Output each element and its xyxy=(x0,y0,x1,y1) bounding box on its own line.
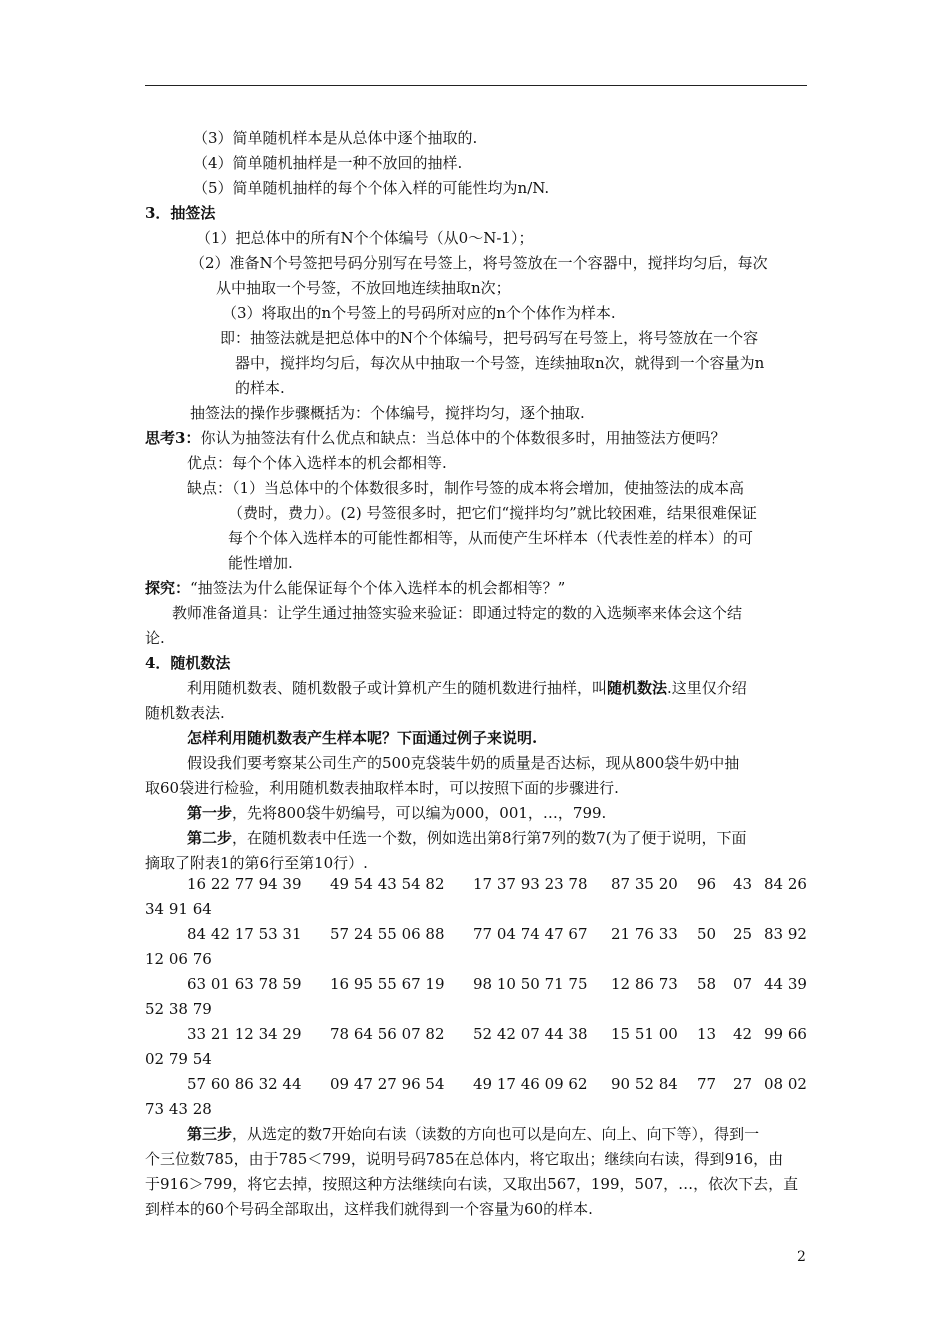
explore-label: 探究： xyxy=(145,579,191,597)
table-cell: 52 38 79 xyxy=(145,1000,212,1018)
table-cell: 57 60 86 32 44 xyxy=(187,1075,302,1093)
table-cell: 33 21 12 34 29 xyxy=(187,1025,302,1043)
lottery-step-2a: （2）准备N个号签把号码分别写在号签上，将号签放在一个容器中，搅拌均匀后，每次 xyxy=(190,254,768,272)
table-cell: 73 43 28 xyxy=(145,1100,212,1118)
table-cell: 78 64 56 07 82 xyxy=(330,1025,445,1043)
table-cell: 42 xyxy=(733,1025,753,1043)
table-cell: 16 95 55 67 19 xyxy=(330,975,445,993)
think-3-label: 思考3： xyxy=(145,429,201,447)
item-4: （4）简单随机抽样是一种不放回的抽样. xyxy=(193,154,463,172)
table-cell: 57 24 55 06 88 xyxy=(330,925,445,943)
section-4-heading: 4．随机数法 xyxy=(145,654,231,672)
table-cell: 21 76 33 xyxy=(611,925,678,943)
table-cell: 99 66 xyxy=(764,1025,807,1043)
table-cell: 43 xyxy=(733,875,753,893)
step-2-text: ，在随机数表中任选一个数，例如选出第8行第7列的数7(为了便于说明，下面 xyxy=(232,829,747,847)
teacher-line-a: 教师准备道具：让学生通过抽签实验来验证：即通过特定的数的入选频率来体会这个结 xyxy=(172,604,743,622)
cons-line-a: 缺点：（1）当总体中的个体数很多时，制作号签的成本将会增加，使抽签法的成本高 xyxy=(187,479,745,497)
lottery-summary-a: 即：抽签法就是把总体中的N个个体编号，把号码写在号签上，将号签放在一个容 xyxy=(220,329,759,347)
step-1-label: 第一步 xyxy=(187,804,233,822)
how-question: 怎样利用随机数表产生样本呢？下面通过例子来说明. xyxy=(187,729,538,747)
table-cell: 07 xyxy=(733,975,753,993)
think-3 xyxy=(145,428,725,448)
explore-question: “抽签法为什么能保证每个个体入选样本的机会都相等？” xyxy=(190,579,566,597)
lottery-summary-c: 的样本. xyxy=(235,379,285,397)
table-cell: 17 37 93 23 78 xyxy=(473,875,588,893)
section-3-heading: 3．抽签法 xyxy=(145,204,216,222)
example-line-a: 假设我们要考察某公司生产的500克袋装牛奶的质量是否达标，现从800袋牛奶中抽 xyxy=(187,754,740,772)
cons-line-b: （费时，费力）。(2) 号签很多时，把它们“搅拌均匀”就比较困难，结果很难保证 xyxy=(228,504,757,522)
table-cell: 08 02 xyxy=(764,1075,807,1093)
table-cell: 34 91 64 xyxy=(145,900,212,918)
lottery-step-3: （3）将取出的n个号签上的号码所对应的n个个体作为样本. xyxy=(222,304,616,322)
table-cell: 50 xyxy=(697,925,717,943)
table-cell: 83 92 xyxy=(764,925,807,943)
intro-text-end: .这里仅介绍 xyxy=(667,679,747,697)
table-cell: 77 xyxy=(697,1075,717,1093)
random-number-intro xyxy=(187,678,747,698)
table-cell: 13 xyxy=(697,1025,717,1043)
step-3-d: 到样本的60个号码全部取出，这样我们就得到一个容量为60的样本. xyxy=(145,1200,593,1218)
explore xyxy=(145,578,565,598)
table-cell: 16 22 77 94 39 xyxy=(187,875,302,893)
table-cell: 84 26 xyxy=(764,875,807,893)
step-3-label: 第三步 xyxy=(187,1125,233,1143)
table-cell: 15 51 00 xyxy=(611,1025,678,1043)
table-cell: 09 47 27 96 54 xyxy=(330,1075,445,1093)
page-number: 2 xyxy=(797,1249,806,1265)
table-cell: 58 xyxy=(697,975,717,993)
table-cell: 84 42 17 53 31 xyxy=(187,925,302,943)
table-cell: 12 86 73 xyxy=(611,975,678,993)
lottery-steps-summary: 抽签法的操作步骤概括为：个体编号，搅拌均匀，逐个抽取. xyxy=(190,404,585,422)
teacher-line-b: 论. xyxy=(145,629,165,647)
step-3-c: 于916＞799，将它去掉，按照这种方法继续向右读，又取出567，199，507，…，依次下去，直 xyxy=(145,1175,799,1193)
step-3 xyxy=(187,1124,759,1144)
table-cell: 77 04 74 47 67 xyxy=(473,925,588,943)
table-cell: 96 xyxy=(697,875,717,893)
step-3-text: ，从选定的数7开始向右读（读数的方向也可以是向左、向上、向下等），得到一 xyxy=(232,1125,760,1143)
item-3: （3）简单随机样本是从总体中逐个抽取的. xyxy=(193,129,478,147)
example-line-b: 取60袋进行检验，利用随机数表抽取样本时，可以按照下面的步骤进行. xyxy=(145,779,619,797)
table-cell: 49 17 46 09 62 xyxy=(473,1075,588,1093)
intro-text: 利用随机数表、随机数骰子或计算机产生的随机数进行抽样，叫 xyxy=(187,679,608,697)
table-cell: 87 35 20 xyxy=(611,875,678,893)
pros-line: 优点：每个个体入选样本的机会都相等. xyxy=(187,454,447,472)
table-cell: 44 39 xyxy=(764,975,807,993)
lottery-step-2b: 从中抽取一个号签，不放回地连续抽取n次； xyxy=(216,279,511,297)
table-cell: 12 06 76 xyxy=(145,950,212,968)
step-3-b: 个三位数785，由于785＜799，说明号码785在总体内，将它取出；继续向右读，得到916，由 xyxy=(145,1150,784,1168)
item-5: （5）简单随机抽样的每个个体入样的可能性均为n/N. xyxy=(193,179,550,197)
table-cell: 27 xyxy=(733,1075,753,1093)
cons-line-d: 能性增加. xyxy=(228,554,293,572)
cons-line-c: 每个个体入选样本的可能性都相等，从而使产生坏样本（代表性差的样本）的可 xyxy=(228,529,754,547)
step-2 xyxy=(187,828,747,848)
table-cell: 49 54 43 54 82 xyxy=(330,875,445,893)
random-number-intro-b: 随机数表法. xyxy=(145,704,225,722)
table-cell: 98 10 50 71 75 xyxy=(473,975,588,993)
step-1-text: ，先将800袋牛奶编号，可以编为000，001，…，799. xyxy=(232,804,607,822)
lottery-summary-b: 器中，搅拌均匀后，每次从中抽取一个号签，连续抽取n次，就得到一个容量为n xyxy=(235,354,765,372)
step-2-b: 摘取了附表1的第6行至第10行）. xyxy=(145,854,368,872)
step-2-label: 第二步 xyxy=(187,829,233,847)
table-cell: 63 01 63 78 59 xyxy=(187,975,302,993)
table-cell: 02 79 54 xyxy=(145,1050,212,1068)
table-cell: 52 42 07 44 38 xyxy=(473,1025,588,1043)
step-1 xyxy=(187,803,606,823)
think-3-question: 你认为抽签法有什么优点和缺点：当总体中的个体数很多时，用抽签法方便吗？ xyxy=(200,429,726,447)
table-cell: 90 52 84 xyxy=(611,1075,678,1093)
intro-term: 随机数法 xyxy=(607,679,668,697)
lottery-step-1: （1）把总体中的所有N个个体编号（从0～N-1）； xyxy=(196,229,534,247)
table-cell: 25 xyxy=(733,925,753,943)
header-rule xyxy=(145,85,807,86)
